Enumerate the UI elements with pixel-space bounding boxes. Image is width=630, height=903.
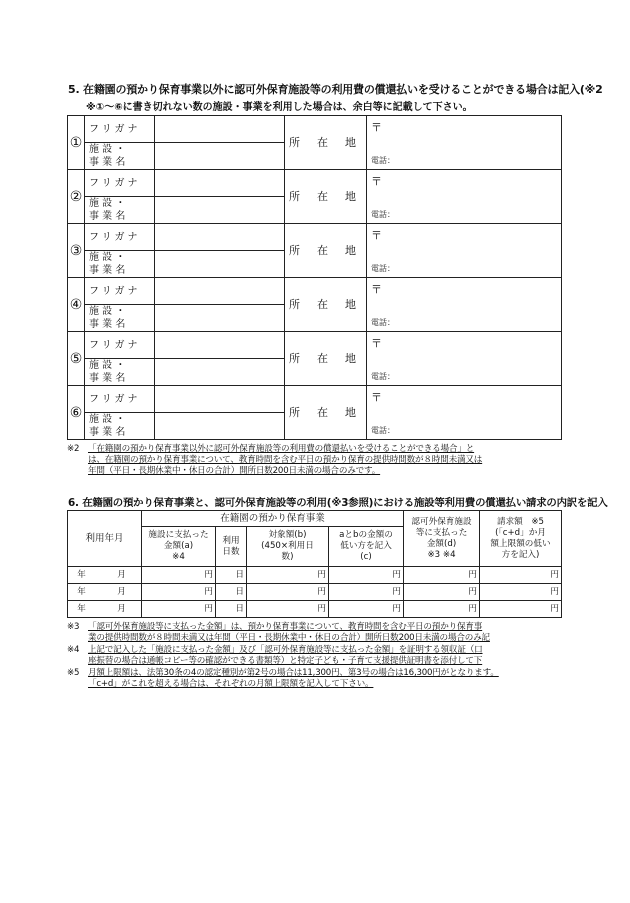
address-field[interactable]	[367, 224, 562, 278]
postal-mark: 〒	[371, 175, 382, 188]
furigana-field[interactable]	[155, 170, 285, 197]
facility-row	[68, 278, 562, 305]
tel-label: 電話：	[371, 264, 395, 273]
target-amount-field[interactable]: 円	[247, 601, 329, 618]
year-month-field[interactable]: 年 月	[68, 601, 142, 618]
target-amount-field[interactable]: 円	[247, 584, 329, 601]
header-zaiseki-group: 在籍園の預かり保育事業	[142, 511, 404, 527]
section5-title: 5. 在籍園の預かり保育事業以外に認可外保育施設等の利用費の償還払いを受けることができる場合は記入(※2	[68, 83, 603, 96]
facility-name-field[interactable]	[155, 305, 285, 332]
header-claim: 請求額 ※5 (「c+d」か月 額上限額の低い 方を記入)	[480, 511, 562, 567]
row-number: ②	[68, 170, 85, 224]
postal-mark: 〒	[371, 229, 382, 242]
furigana-field[interactable]	[155, 386, 285, 413]
location-label: 所 在 地	[285, 278, 367, 332]
ninkagai-amount-field[interactable]: 円	[404, 601, 480, 618]
note-line: 座振替の場合は通帳コピー等の確認ができる書類等）と特定子ども・子育て支援提供証明書を添付して下	[88, 656, 483, 666]
location-label: 所 在 地	[285, 386, 367, 440]
claim-amount-field[interactable]: 円	[480, 567, 562, 584]
note-line: 「c+d」がこれを超える場合は、それぞれの月額上限額を記入して下さい。	[88, 679, 374, 689]
furigana-label: フリガナ	[85, 386, 155, 413]
target-amount-field[interactable]: 円	[247, 567, 329, 584]
postal-mark: 〒	[371, 121, 382, 134]
header-paid: 施設に支払った 金額(a) ※4	[142, 527, 216, 567]
days-field[interactable]: 日	[216, 584, 247, 601]
facility-name-field[interactable]	[155, 143, 285, 170]
row-number: ③	[68, 224, 85, 278]
header-ninkagai: 認可外保育施設 等に支払った 金額(d) ※3 ※4	[404, 511, 480, 567]
address-field[interactable]	[367, 116, 562, 170]
facility-row	[68, 386, 562, 413]
location-label: 所 在 地	[285, 170, 367, 224]
facility-row	[68, 170, 562, 197]
note-line: 月額上限額は、法第30条の4の認定種別が第2号の場合は11,300円、第3号の場合は16,300円がとなります。	[88, 668, 499, 678]
note2-line2: は、在籍園の預かり保育事業について、教育時間を含む平日の預かり保育の提供時間数が８時間未満又は	[88, 455, 483, 465]
row-number: ④	[68, 278, 85, 332]
note2-line1: 「在籍園の預かり保育事業以外に認可外保育施設等の利用費の償還払いを受けることができる場合」と	[88, 444, 475, 454]
furigana-field[interactable]	[155, 116, 285, 143]
note-mark: ※5	[67, 668, 80, 678]
location-label: 所 在 地	[285, 224, 367, 278]
postal-mark: 〒	[371, 283, 382, 296]
location-label: 所 在 地	[285, 116, 367, 170]
header-days: 利用 日数	[216, 527, 247, 567]
header-lower: aとbの金額の 低い方を記入 (c)	[329, 527, 404, 567]
furigana-field[interactable]	[155, 224, 285, 251]
tel-label: 電話：	[371, 156, 395, 165]
facility-row	[68, 332, 562, 359]
note-line: 上記で記入した「施設に支払った金額」及び「認可外保育施設等に支払った金額」を証明する領収証（口	[88, 645, 483, 655]
tel-label: 電話：	[371, 372, 395, 381]
facility-name-field[interactable]	[155, 251, 285, 278]
note-mark: ※4	[67, 645, 80, 655]
note-mark: ※3	[67, 622, 80, 632]
row-number: ①	[68, 116, 85, 170]
facility-row	[68, 116, 562, 143]
header-target: 対象額(b) (450×利用日 数)	[247, 527, 329, 567]
row-number: ⑥	[68, 386, 85, 440]
claim-amount-field[interactable]: 円	[480, 601, 562, 618]
postal-mark: 〒	[371, 337, 382, 350]
facility-table	[67, 115, 562, 440]
tel-label: 電話：	[371, 426, 395, 435]
address-field[interactable]	[367, 170, 562, 224]
name-label: 施 設 ・ 事 業 名	[85, 305, 155, 332]
claim-row	[68, 601, 562, 618]
claim-row	[68, 567, 562, 584]
address-field[interactable]	[367, 278, 562, 332]
address-field[interactable]	[367, 386, 562, 440]
facility-name-field[interactable]	[155, 197, 285, 224]
note-line: 業の提供時間数が８時間未満又は年間（平日・長期休業中・休日の合計）開所日数200日未満の場合のみ記	[88, 633, 490, 643]
note2-line3: 年間（平日・長期休業中・休日の合計）開所日数200日未満の場合のみです。	[88, 466, 381, 476]
header-month: 利用年月	[68, 511, 142, 567]
furigana-label: フリガナ	[85, 332, 155, 359]
facility-name-field[interactable]	[155, 359, 285, 386]
note2-mark: ※2	[67, 444, 80, 454]
tel-label: 電話：	[371, 210, 395, 219]
location-label: 所 在 地	[285, 332, 367, 386]
furigana-field[interactable]	[155, 278, 285, 305]
name-label: 施 設 ・ 事 業 名	[85, 143, 155, 170]
name-label: 施 設 ・ 事 業 名	[85, 359, 155, 386]
lower-amount-field[interactable]: 円	[329, 584, 404, 601]
year-month-field[interactable]: 年 月	[68, 567, 142, 584]
furigana-label: フリガナ	[85, 170, 155, 197]
section6-title: 6. 在籍園の預かり保育事業と、認可外保育施設等の利用(※3参照)における施設等利用費の償還払い請求の内訳を記入	[68, 497, 608, 509]
days-field[interactable]: 日	[216, 567, 247, 584]
paid-amount-field[interactable]: 円	[142, 567, 216, 584]
address-field[interactable]	[367, 332, 562, 386]
ninkagai-amount-field[interactable]: 円	[404, 567, 480, 584]
claim-row	[68, 584, 562, 601]
claim-table	[67, 510, 562, 618]
postal-mark: 〒	[371, 391, 382, 404]
facility-row	[68, 224, 562, 251]
ninkagai-amount-field[interactable]: 円	[404, 584, 480, 601]
note-line: 「認可外保育施設等に支払った金額」は、預かり保育事業について、教育時間を含む平日の預かり保育事	[88, 622, 483, 632]
lower-amount-field[interactable]: 円	[329, 601, 404, 618]
row-number: ⑤	[68, 332, 85, 386]
claim-amount-field[interactable]: 円	[480, 584, 562, 601]
furigana-label: フリガナ	[85, 224, 155, 251]
facility-name-field[interactable]	[155, 413, 285, 440]
year-month-field[interactable]: 年 月	[68, 584, 142, 601]
section5-subnote: ※①～⑥に書き切れない数の施設・事業を利用した場合は、余白等に記載して下さい。	[86, 102, 473, 113]
name-label: 施 設 ・ 事 業 名	[85, 197, 155, 224]
furigana-label: フリガナ	[85, 278, 155, 305]
furigana-field[interactable]	[155, 332, 285, 359]
paid-amount-field[interactable]: 円	[142, 601, 216, 618]
furigana-label: フリガナ	[85, 116, 155, 143]
tel-label: 電話：	[371, 318, 395, 327]
name-label: 施 設 ・ 事 業 名	[85, 251, 155, 278]
paid-amount-field[interactable]: 円	[142, 584, 216, 601]
lower-amount-field[interactable]: 円	[329, 567, 404, 584]
name-label: 施 設 ・ 事 業 名	[85, 413, 155, 440]
days-field[interactable]: 日	[216, 601, 247, 618]
